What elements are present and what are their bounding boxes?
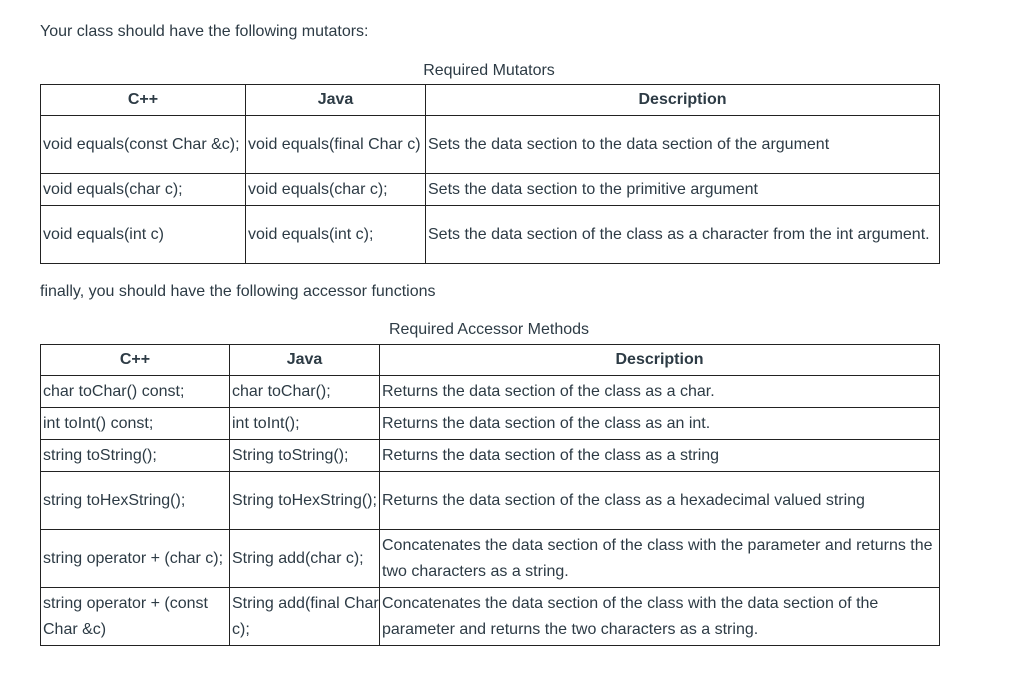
cell-cpp: string operator + (char c);: [41, 530, 230, 588]
cell-cpp: void equals(int c): [41, 206, 246, 264]
cell-java: void equals(char c);: [246, 174, 426, 206]
table-row: [41, 588, 940, 646]
table-row: [41, 530, 940, 588]
cell-cpp: string operator + (const Char &c): [41, 588, 230, 646]
table-row: [41, 174, 940, 206]
cell-description: Returns the data section of the class as an int.: [380, 408, 940, 440]
cell-java: void equals(final Char c): [246, 116, 426, 174]
cell-java: char toChar();: [230, 376, 380, 408]
cell-description: Concatenates the data section of the class with the parameter and returns the two characters as a string.: [380, 530, 940, 588]
table-row: [41, 408, 940, 440]
cell-cpp: int toInt() const;: [41, 408, 230, 440]
cell-description: Sets the data section to the data section of the argument: [426, 116, 940, 174]
mutators-intro-text: Your class should have the following mutators:: [40, 23, 369, 40]
table-row: [41, 376, 940, 408]
cell-java: int toInt();: [230, 408, 380, 440]
header-cpp: C++: [41, 85, 246, 116]
accessors-table-caption: Required Accessor Methods: [388, 321, 590, 338]
table-row: [41, 206, 940, 264]
header-description: Description: [380, 345, 940, 376]
cell-description: Sets the data section to the primitive argument: [426, 174, 940, 206]
cell-java: String add(char c);: [230, 530, 380, 588]
cell-cpp: string toHexString();: [41, 472, 230, 530]
header-java: Java: [246, 85, 426, 116]
cell-cpp: char toChar() const;: [41, 376, 230, 408]
table-row: [41, 116, 940, 174]
accessors-table: [40, 344, 940, 646]
table-header-row: [41, 345, 940, 376]
cell-java: void equals(int c);: [246, 206, 426, 264]
table-row: [41, 440, 940, 472]
cell-java: String toString();: [230, 440, 380, 472]
cell-description: Returns the data section of the class as a hexadecimal valued string: [380, 472, 940, 530]
cell-cpp: void equals(const Char &c);: [41, 116, 246, 174]
table-header-row: [41, 85, 940, 116]
table-row: [41, 472, 940, 530]
cell-description: Returns the data section of the class as a string: [380, 440, 940, 472]
header-description: Description: [426, 85, 940, 116]
accessors-intro-text: finally, you should have the following accessor functions: [40, 283, 436, 300]
cell-cpp: string toString();: [41, 440, 230, 472]
header-java: Java: [230, 345, 380, 376]
cell-description: Concatenates the data section of the class with the data section of the parameter and returns the two characters as a string.: [380, 588, 940, 646]
cell-cpp: void equals(char c);: [41, 174, 246, 206]
mutators-table-caption: Required Mutators: [423, 62, 555, 79]
header-cpp: C++: [41, 345, 230, 376]
cell-java: String add(final Char c);: [230, 588, 380, 646]
mutators-table: [40, 84, 940, 264]
cell-description: Sets the data section of the class as a character from the int argument.: [426, 206, 940, 264]
cell-java: String toHexString();: [230, 472, 380, 530]
cell-description: Returns the data section of the class as a char.: [380, 376, 940, 408]
